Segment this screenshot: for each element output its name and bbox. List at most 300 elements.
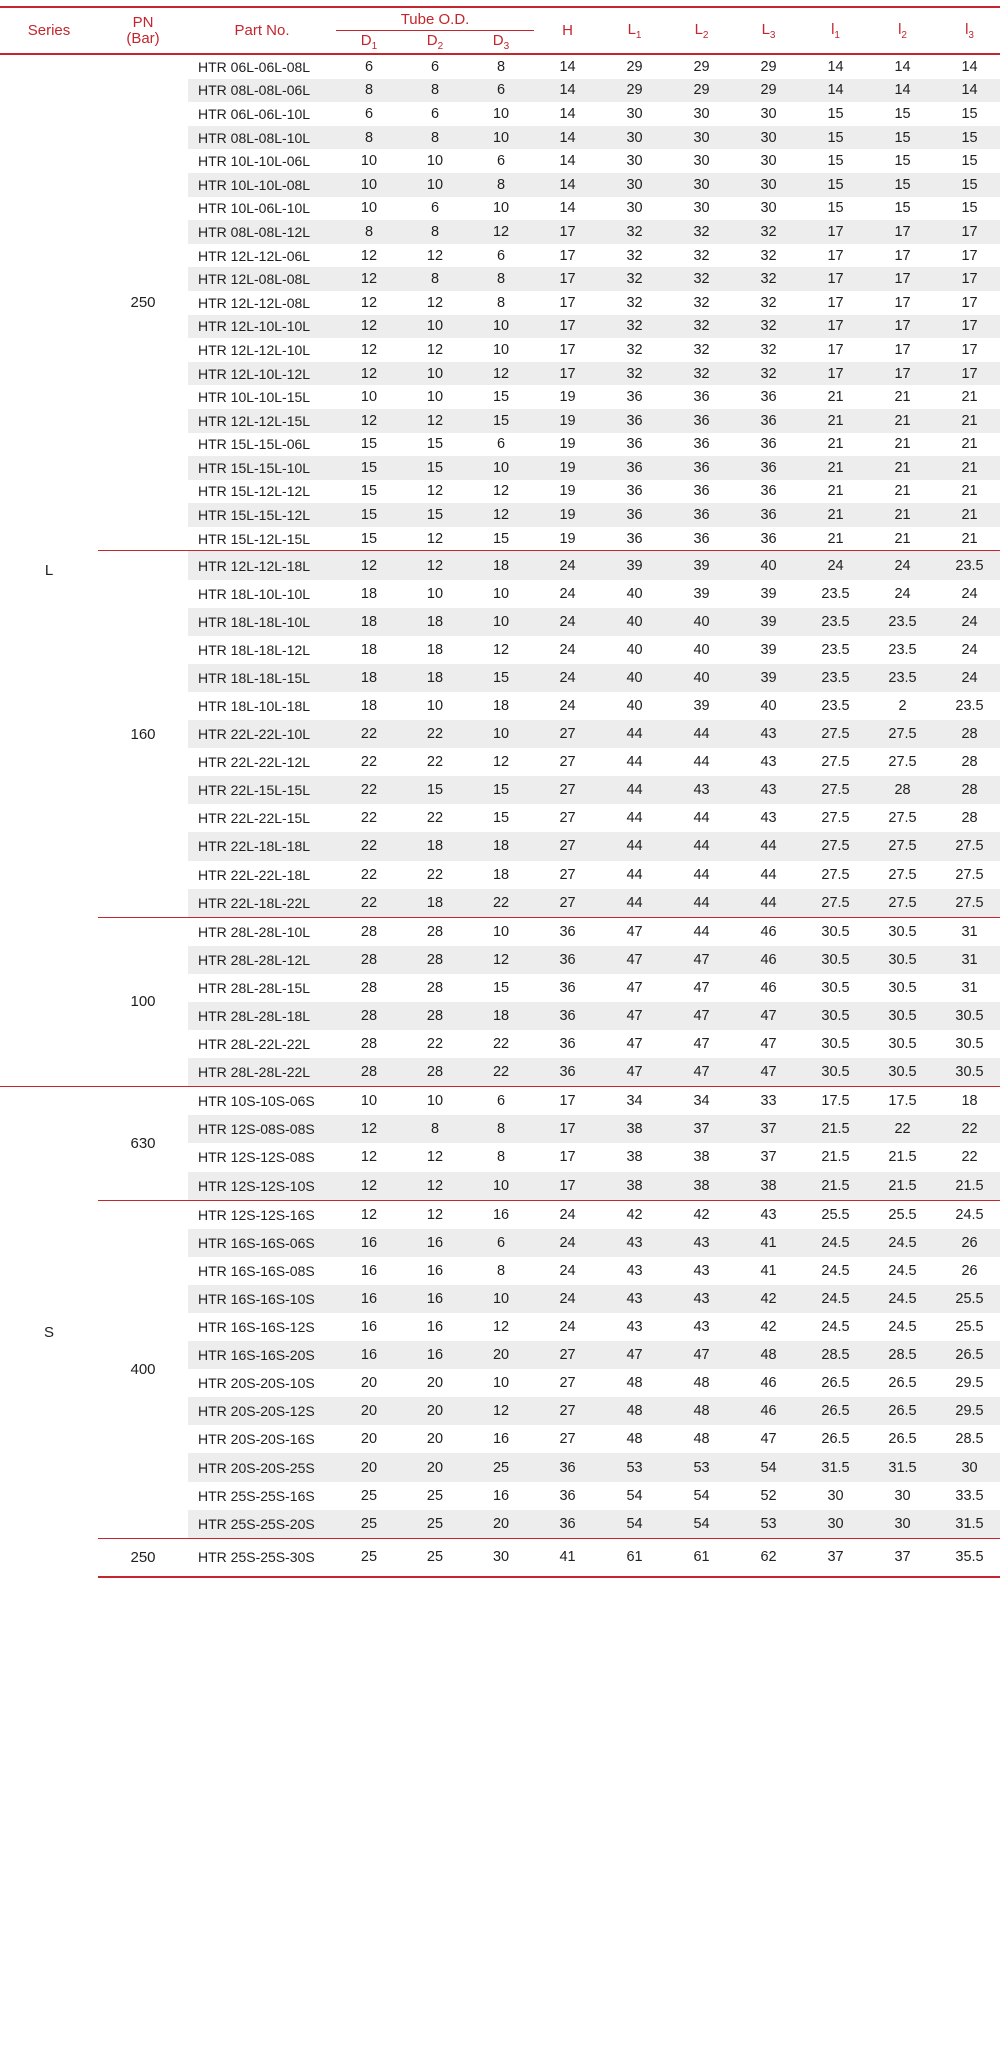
cell-h: 17 [534, 220, 601, 244]
cell-i2: 24.5 [888, 1319, 917, 1336]
cell-d3: 10 [492, 1375, 510, 1392]
cell-l3: 36 [735, 456, 802, 480]
cell-d3: 10 [468, 315, 534, 339]
cell-d3: 15 [492, 979, 510, 996]
cell-l3: 46 [760, 1375, 777, 1392]
cell-i1: 14 [802, 79, 869, 103]
cell-i2: 28 [869, 776, 936, 804]
cell-d2: 22 [426, 866, 444, 883]
cell-l1: 48 [626, 1375, 643, 1392]
cell-l1: 48 [601, 1397, 668, 1425]
cell-d3: 10 [468, 917, 534, 946]
cell-part-no: HTR 06L-06L-10L [198, 105, 311, 122]
cell-i3: 26 [936, 1229, 1000, 1257]
cell-d2: 18 [426, 641, 444, 658]
cell-i1: 21 [827, 483, 844, 500]
cell-i1: 24.5 [802, 1229, 869, 1257]
cell-l3: 32 [760, 247, 777, 264]
header-l3 [735, 7, 802, 54]
cell-l2: 43 [693, 1319, 710, 1336]
cell-l3: 39 [760, 585, 777, 602]
cell-d2: 28 [402, 946, 468, 974]
cell-i3: 22 [936, 1115, 1000, 1143]
header-i2 [869, 7, 936, 54]
header-i3 [936, 7, 1000, 54]
cell-d1: 18 [360, 697, 378, 714]
cell-i1: 15 [827, 200, 844, 217]
cell-l2: 44 [668, 889, 735, 918]
cell-d3: 12 [492, 1319, 510, 1336]
cell-i3: 30.5 [936, 1002, 1000, 1030]
cell-i2: 14 [869, 79, 936, 103]
cell-h: 24 [534, 608, 601, 636]
header-l1 [601, 7, 668, 54]
cell-d3: 12 [468, 503, 534, 527]
cell-l3: 30 [760, 105, 777, 122]
cell-l3: 44 [735, 832, 802, 860]
cell-i1: 23.5 [821, 641, 850, 658]
cell-h: 24 [534, 664, 601, 692]
cell-l1: 29 [601, 79, 668, 103]
cell-l3: 36 [735, 503, 802, 527]
cell-l2: 47 [668, 946, 735, 974]
cell-d1: 12 [360, 247, 378, 264]
cell-i3: 28 [936, 720, 1000, 748]
cell-d2: 15 [402, 456, 468, 480]
cell-part-no: HTR 10L-06L-10L [198, 200, 311, 217]
cell-part-no: HTR 18L-10L-10L [198, 585, 311, 602]
cell-l1: 40 [601, 664, 668, 692]
cell-part-no: HTR 18L-18L-12L [198, 641, 311, 658]
cell-i3: 25.5 [955, 1319, 984, 1336]
cell-i2: 22 [869, 1115, 936, 1143]
cell-d3: 10 [492, 585, 510, 602]
cell-d1: 28 [336, 1058, 402, 1087]
cell-part-no: HTR 16S-16S-10S [188, 1285, 336, 1313]
cell-part-no: HTR 28L-28L-22L [188, 1058, 336, 1087]
cell-i2: 15 [894, 153, 911, 170]
cell-l3: 43 [760, 810, 777, 827]
cell-h: 17 [534, 1172, 601, 1201]
cell-i1: 23.5 [821, 697, 850, 714]
cell-d2: 6 [430, 200, 440, 217]
cell-part-no: HTR 25S-25S-16S [198, 1487, 315, 1504]
cell-i2: 17 [869, 362, 936, 386]
cell-l2: 29 [693, 58, 710, 75]
cell-l3: 40 [760, 697, 777, 714]
cell-i1: 26.5 [821, 1431, 850, 1448]
cell-i1: 30.5 [802, 1058, 869, 1087]
cell-h: 24 [559, 697, 576, 714]
cell-d3: 15 [468, 409, 534, 433]
cell-i2: 30.5 [888, 1036, 917, 1053]
cell-d2: 12 [402, 551, 468, 580]
cell-l1: 38 [601, 1172, 668, 1201]
cell-d3: 12 [492, 754, 510, 771]
cell-d2: 10 [402, 315, 468, 339]
cell-d3: 6 [468, 1087, 534, 1116]
cell-d1: 20 [336, 1453, 402, 1481]
cell-d3: 15 [468, 776, 534, 804]
cell-i3: 17 [961, 341, 978, 358]
cell-l3: 32 [760, 294, 777, 311]
cell-part-no: HTR 22L-22L-15L [198, 810, 311, 827]
cell-d2: 12 [426, 530, 444, 547]
cell-i1: 30 [827, 1487, 844, 1504]
cell-d2: 10 [426, 585, 444, 602]
table-row [0, 1200, 1000, 1229]
cell-d2: 12 [426, 1149, 444, 1166]
cell-part-no: HTR 16S-16S-20S [188, 1341, 336, 1369]
cell-d2: 10 [426, 153, 444, 170]
cell-l3: 41 [760, 1262, 777, 1279]
cell-d2: 12 [402, 1200, 468, 1229]
cell-h: 14 [559, 58, 576, 75]
cell-i2: 24 [869, 551, 936, 580]
cell-i3: 15 [961, 105, 978, 122]
cell-i1: 17 [802, 220, 869, 244]
cell-l2: 36 [693, 389, 710, 406]
cell-part-no: HTR 22L-18L-22L [188, 889, 336, 918]
cell-l1: 47 [601, 1058, 668, 1087]
cell-i3: 25.5 [936, 1285, 1000, 1313]
cell-i3: 21 [936, 503, 1000, 527]
cell-d2: 15 [426, 436, 444, 453]
header-i2-letter: l [898, 20, 902, 38]
cell-i3: 17 [936, 315, 1000, 339]
cell-i3: 24 [961, 641, 978, 658]
cell-l2: 54 [693, 1487, 710, 1504]
cell-l2: 32 [693, 341, 710, 358]
cell-h: 36 [534, 1002, 601, 1030]
header-d2-letter: D [426, 32, 438, 49]
cell-i3: 24 [961, 585, 978, 602]
cell-h: 17 [534, 1087, 601, 1116]
cell-i1: 37 [802, 1538, 869, 1577]
cell-d2: 18 [402, 832, 468, 860]
cell-part-no: HTR 16S-16S-08S [198, 1262, 315, 1279]
cell-i2: 21 [894, 483, 911, 500]
cell-d3: 22 [468, 1058, 534, 1087]
cell-d2: 25 [426, 1487, 444, 1504]
cell-d3: 12 [468, 1397, 534, 1425]
cell-i2: 17 [894, 341, 911, 358]
cell-i1: 21.5 [802, 1172, 869, 1201]
cell-d2: 8 [402, 1115, 468, 1143]
cell-d2: 20 [402, 1453, 468, 1481]
cell-d1: 6 [364, 58, 374, 75]
cell-d3: 15 [492, 389, 510, 406]
cell-i2: 30.5 [869, 1002, 936, 1030]
cell-l1: 36 [601, 409, 668, 433]
cell-d2: 12 [402, 409, 468, 433]
cell-l1: 32 [601, 362, 668, 386]
cell-i2: 21.5 [869, 1172, 936, 1201]
cell-l1: 36 [626, 483, 643, 500]
cell-h: 36 [534, 1453, 601, 1481]
cell-d1: 22 [336, 889, 402, 918]
cell-i3: 35.5 [936, 1538, 1000, 1577]
cell-l2: 30 [693, 105, 710, 122]
cell-d3: 10 [492, 200, 510, 217]
cell-i2: 26.5 [888, 1431, 917, 1448]
table-row [0, 551, 1000, 580]
pn-value: 400 [98, 1200, 188, 1538]
cell-part-no: HTR 12S-12S-16S [188, 1200, 336, 1229]
cell-d2: 28 [402, 917, 468, 946]
cell-part-no: HTR 12L-10L-12L [188, 362, 336, 386]
cell-l1: 30 [626, 153, 643, 170]
cell-d2: 18 [402, 664, 468, 692]
table-row [0, 54, 1000, 79]
cell-i3: 15 [961, 200, 978, 217]
cell-d1: 16 [336, 1341, 402, 1369]
cell-d1: 22 [336, 776, 402, 804]
cell-h: 24 [534, 1285, 601, 1313]
cell-i2: 21 [894, 436, 911, 453]
cell-d1: 28 [360, 1036, 378, 1053]
cell-i2: 23.5 [869, 608, 936, 636]
cell-l3: 39 [735, 664, 802, 692]
cell-part-no: HTR 12L-10L-10L [188, 315, 336, 339]
cell-i1: 21 [827, 389, 844, 406]
cell-d2: 16 [402, 1341, 468, 1369]
cell-part-no: HTR 10L-10L-08L [188, 173, 336, 197]
cell-i2: 17 [869, 220, 936, 244]
cell-l1: 47 [601, 917, 668, 946]
cell-part-no: HTR 18L-18L-15L [188, 664, 336, 692]
cell-i3: 28 [961, 810, 978, 827]
cell-part-no: HTR 22L-22L-18L [198, 866, 311, 883]
cell-d2: 20 [426, 1375, 444, 1392]
cell-l3: 30 [760, 153, 777, 170]
cell-l1: 43 [626, 1319, 643, 1336]
cell-d3: 8 [468, 1115, 534, 1143]
cell-i1: 30.5 [821, 979, 850, 996]
cell-part-no: HTR 12S-12S-08S [198, 1149, 315, 1166]
cell-l3: 30 [760, 200, 777, 217]
cell-d1: 15 [360, 483, 378, 500]
cell-d1: 22 [336, 832, 402, 860]
cell-l1: 48 [626, 1431, 643, 1448]
cell-h: 17 [559, 247, 576, 264]
cell-d3: 6 [496, 436, 506, 453]
cell-d1: 25 [336, 1510, 402, 1539]
cell-l2: 43 [668, 1229, 735, 1257]
cell-l3: 47 [760, 1036, 777, 1053]
cell-i3: 31 [961, 979, 978, 996]
cell-i3: 33.5 [955, 1487, 984, 1504]
cell-l3: 47 [760, 1431, 777, 1448]
cell-h: 36 [534, 1058, 601, 1087]
cell-l2: 32 [668, 267, 735, 291]
cell-i3: 15 [961, 153, 978, 170]
cell-i3: 21 [961, 436, 978, 453]
cell-h: 24 [534, 551, 601, 580]
header-i1 [802, 7, 869, 54]
cell-i2: 27.5 [869, 832, 936, 860]
header-pn-label: PN [132, 13, 154, 31]
cell-part-no: HTR 25S-25S-20S [188, 1510, 336, 1539]
cell-d3: 10 [468, 126, 534, 150]
cell-i2: 30.5 [869, 917, 936, 946]
cell-d2: 10 [402, 173, 468, 197]
cell-i3: 23.5 [936, 551, 1000, 580]
cell-l1: 43 [626, 1262, 643, 1279]
cell-d1: 10 [360, 153, 378, 170]
header-i3-letter: l [965, 20, 969, 38]
cell-l3: 46 [735, 917, 802, 946]
header-tube-od: Tube O.D. [336, 7, 534, 31]
header-l2-letter: L [694, 20, 703, 38]
cell-i2: 30.5 [869, 1058, 936, 1087]
cell-l3: 32 [735, 362, 802, 386]
cell-l2: 30 [693, 153, 710, 170]
cell-d1: 6 [364, 105, 374, 122]
cell-l1: 43 [601, 1229, 668, 1257]
cell-d3: 30 [468, 1538, 534, 1577]
cell-d3: 12 [468, 946, 534, 974]
cell-l3: 46 [735, 946, 802, 974]
cell-i2: 21 [869, 503, 936, 527]
cell-i2: 15 [869, 173, 936, 197]
cell-part-no: HTR 06L-06L-08L [198, 58, 311, 75]
cell-l3: 40 [735, 551, 802, 580]
cell-l2: 43 [668, 1285, 735, 1313]
cell-part-no: HTR 12L-12L-06L [198, 247, 311, 264]
cell-l1: 36 [626, 436, 643, 453]
cell-d1: 22 [360, 866, 378, 883]
cell-d2: 10 [402, 362, 468, 386]
cell-d3: 10 [468, 608, 534, 636]
cell-i3: 31.5 [936, 1510, 1000, 1539]
cell-i2: 30 [894, 1487, 911, 1504]
cell-l2: 47 [668, 1002, 735, 1030]
cell-i3: 27.5 [936, 832, 1000, 860]
table-row [0, 1538, 1000, 1577]
cell-l2: 44 [693, 866, 710, 883]
cell-i1: 27.5 [802, 889, 869, 918]
cell-i2: 37 [869, 1538, 936, 1577]
cell-d3: 8 [468, 173, 534, 197]
cell-d1: 25 [360, 1487, 378, 1504]
table-row [0, 1087, 1000, 1116]
cell-i2: 24 [894, 585, 911, 602]
cell-i2: 2 [898, 697, 907, 714]
cell-part-no: HTR 12L-08L-08L [188, 267, 336, 291]
cell-part-no: HTR 15L-15L-12L [188, 503, 336, 527]
cell-d3: 10 [468, 1172, 534, 1201]
cell-h: 41 [534, 1538, 601, 1577]
cell-part-no: HTR 16S-16S-06S [188, 1229, 336, 1257]
cell-l3: 32 [760, 341, 777, 358]
cell-l3: 42 [735, 1285, 802, 1313]
header-series: Series [0, 7, 98, 54]
cell-i3: 31 [936, 946, 1000, 974]
cell-i3: 21 [961, 389, 978, 406]
cell-l1: 30 [601, 173, 668, 197]
cell-l1: 32 [601, 267, 668, 291]
cell-l3: 36 [760, 530, 777, 547]
cell-d1: 12 [336, 1200, 402, 1229]
cell-h: 36 [559, 1036, 576, 1053]
cell-i2: 27.5 [888, 754, 917, 771]
cell-i2: 24.5 [869, 1285, 936, 1313]
cell-l1: 54 [601, 1510, 668, 1539]
cell-d1: 12 [336, 551, 402, 580]
cell-i2: 26.5 [869, 1397, 936, 1425]
cell-h: 14 [534, 173, 601, 197]
cell-i3: 17 [936, 220, 1000, 244]
cell-part-no: HTR 12L-12L-08L [198, 294, 311, 311]
cell-i2: 17 [869, 267, 936, 291]
cell-i1: 15 [827, 105, 844, 122]
cell-l2: 32 [668, 362, 735, 386]
cell-d2: 22 [402, 720, 468, 748]
cell-d3: 18 [492, 866, 510, 883]
cell-i2: 27.5 [869, 720, 936, 748]
cell-l3: 30 [735, 126, 802, 150]
cell-l2: 44 [668, 917, 735, 946]
cell-l3: 32 [735, 315, 802, 339]
cell-d2: 10 [426, 389, 444, 406]
cell-part-no: HTR 12S-08S-08S [188, 1115, 336, 1143]
cell-h: 19 [559, 530, 576, 547]
cell-d2: 18 [402, 889, 468, 918]
cell-l2: 47 [668, 1341, 735, 1369]
cell-d2: 25 [402, 1538, 468, 1577]
cell-i1: 21 [827, 436, 844, 453]
cell-l3: 47 [735, 1058, 802, 1087]
cell-d2: 16 [402, 1285, 468, 1313]
cell-i1: 17 [827, 341, 844, 358]
cell-l1: 44 [626, 810, 643, 827]
cell-h: 19 [559, 483, 576, 500]
cell-l2: 38 [693, 1149, 710, 1166]
cell-h: 17 [534, 362, 601, 386]
cell-l1: 32 [601, 220, 668, 244]
cell-i1: 26.5 [802, 1397, 869, 1425]
cell-part-no: HTR 15L-12L-15L [198, 530, 311, 547]
cell-d3: 6 [468, 1229, 534, 1257]
cell-d3: 10 [468, 1285, 534, 1313]
cell-l3: 46 [760, 979, 777, 996]
cell-part-no: HTR 10L-10L-06L [198, 153, 311, 170]
cell-h: 17 [559, 341, 576, 358]
cell-l2: 32 [668, 220, 735, 244]
cell-h: 19 [534, 503, 601, 527]
cell-i1: 27.5 [821, 866, 850, 883]
cell-d3: 16 [492, 1487, 510, 1504]
cell-l1: 32 [626, 247, 643, 264]
cell-l3: 36 [760, 483, 777, 500]
cell-l2: 44 [668, 832, 735, 860]
cell-h: 24 [559, 1262, 576, 1279]
cell-l3: 41 [735, 1229, 802, 1257]
cell-d2: 28 [402, 1058, 468, 1087]
cell-d1: 22 [360, 754, 378, 771]
cell-d3: 10 [492, 341, 510, 358]
cell-i1: 30.5 [802, 1002, 869, 1030]
cell-part-no: HTR 20S-20S-12S [188, 1397, 336, 1425]
cell-i1: 30 [802, 1510, 869, 1539]
cell-l1: 40 [626, 697, 643, 714]
cell-i3: 31 [936, 917, 1000, 946]
cell-l2: 30 [668, 173, 735, 197]
cell-d2: 16 [402, 1229, 468, 1257]
cell-d2: 15 [402, 776, 468, 804]
cell-i2: 15 [894, 200, 911, 217]
